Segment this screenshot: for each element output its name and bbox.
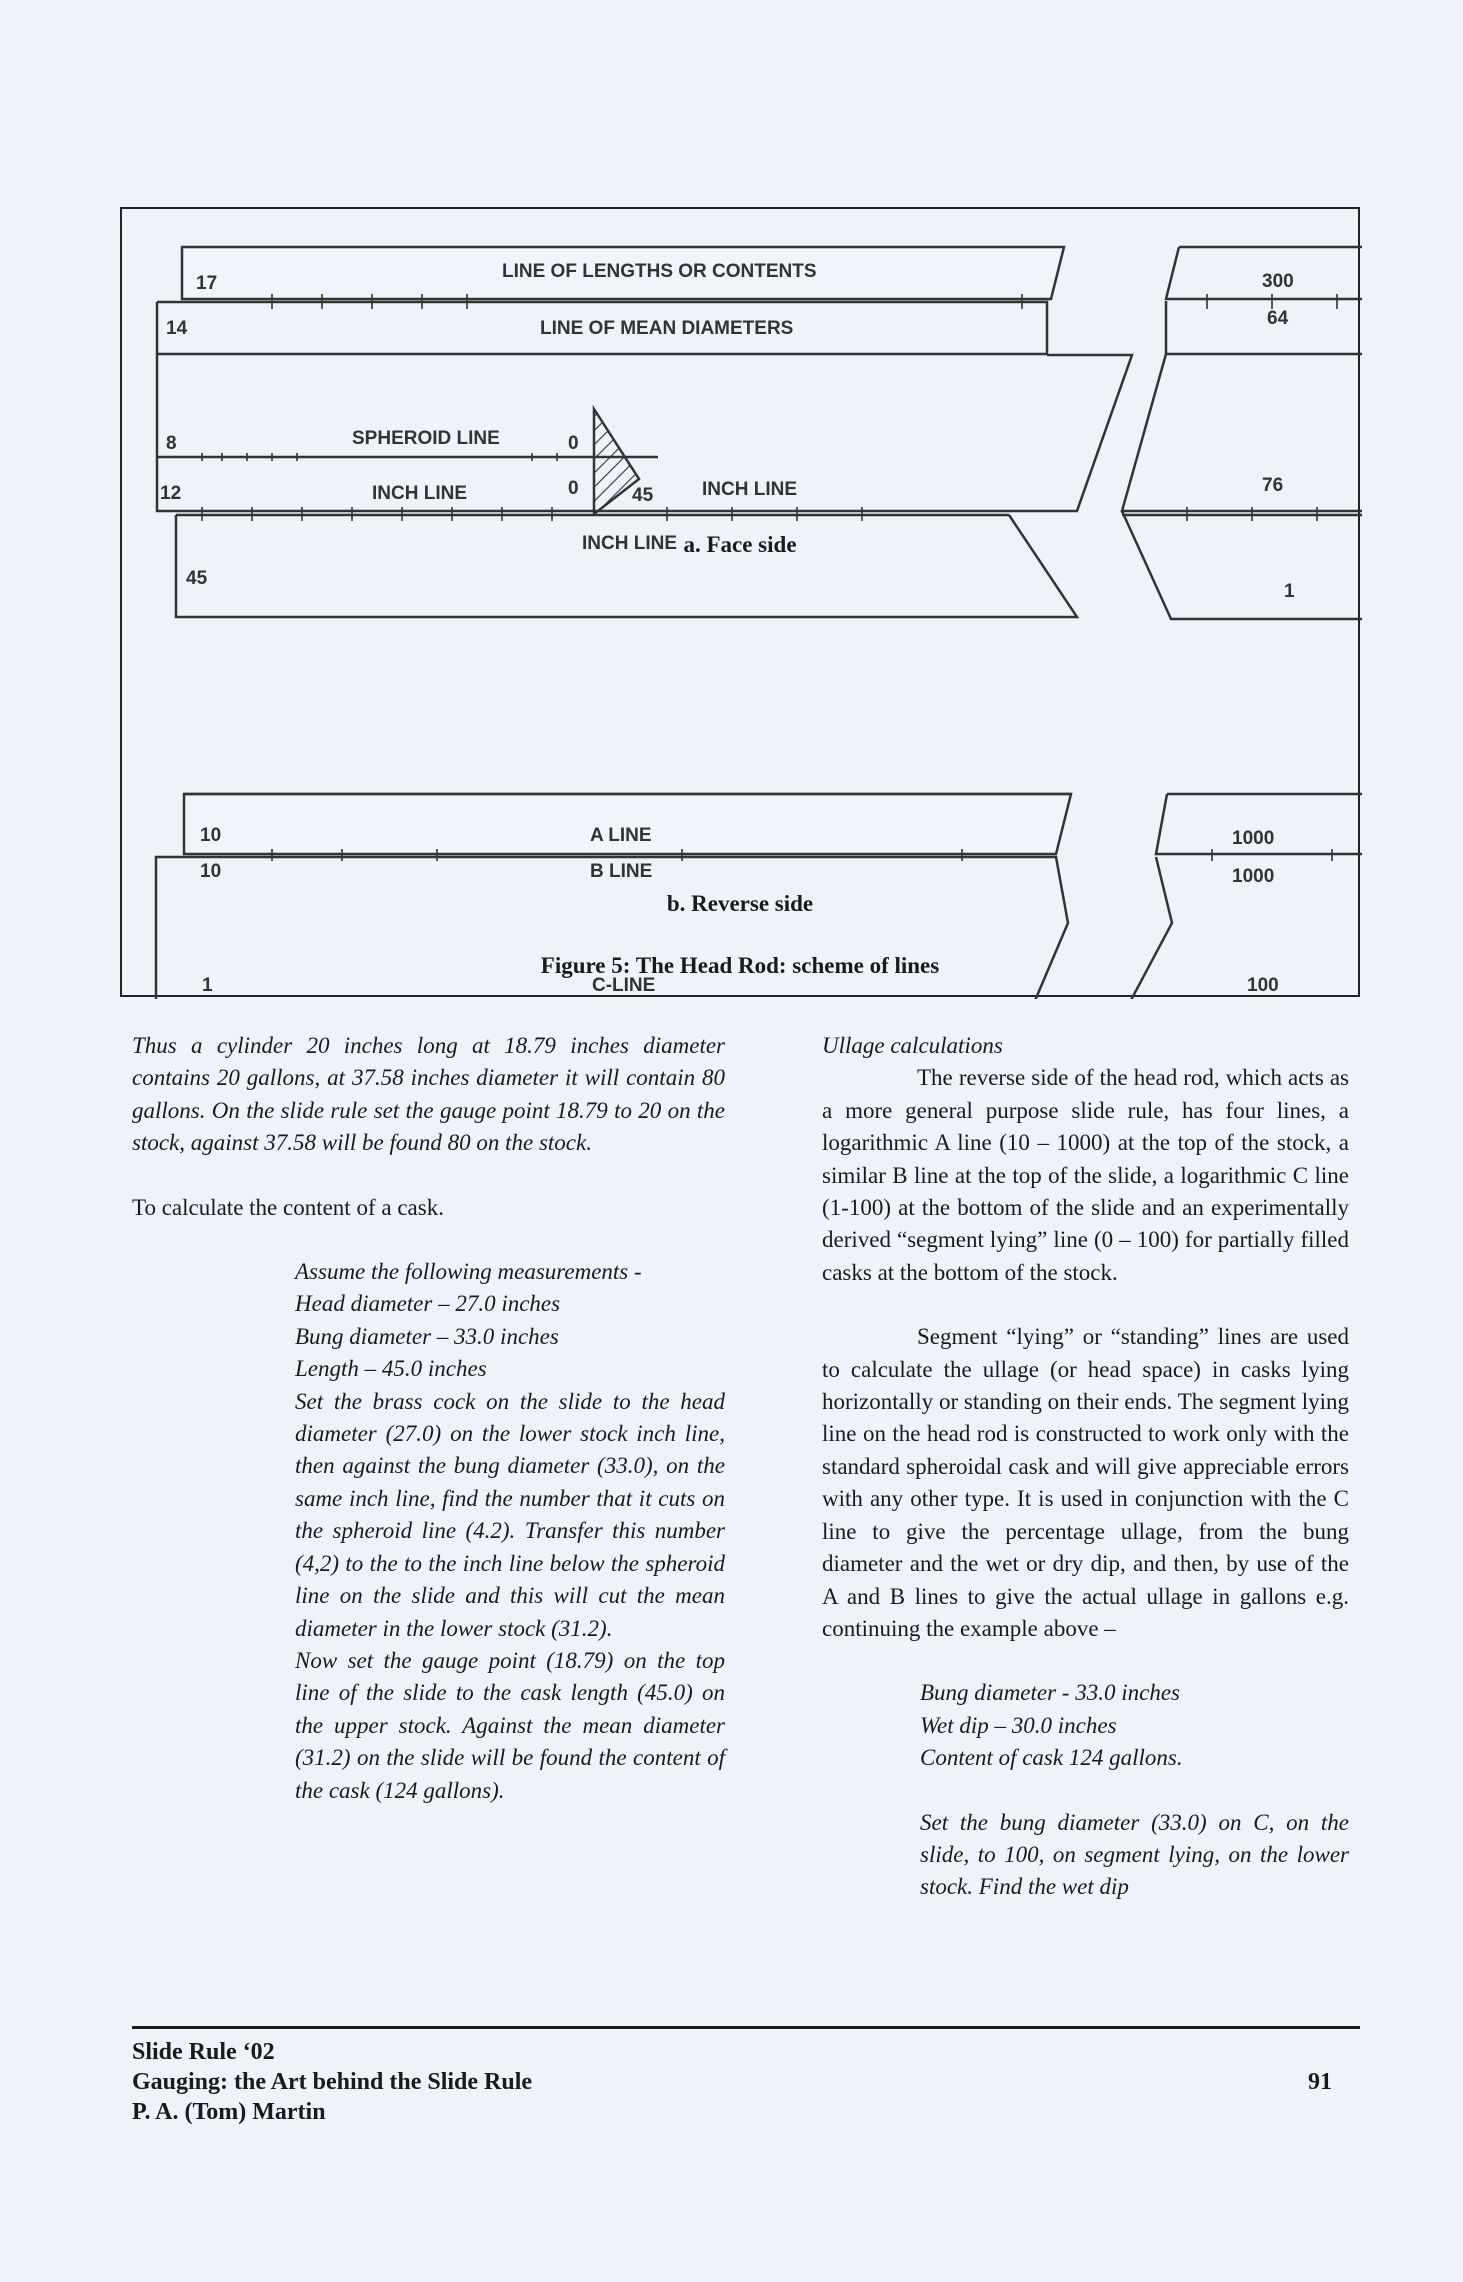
example-bung: Bung diameter - 33.0 inches xyxy=(920,1680,1180,1706)
value-14: 14 xyxy=(166,318,188,339)
label-line-of-mean-diameters: LINE OF MEAN DIAMETERS xyxy=(540,318,794,339)
label-line-of-lengths: LINE OF LENGTHS OR CONTENTS xyxy=(502,261,817,282)
value-0-spheroid: 0 xyxy=(568,433,579,454)
value-1: 1 xyxy=(1284,581,1295,602)
bung-diameter: Bung diameter – 33.0 inches xyxy=(295,1323,559,1349)
figure-head-rod xyxy=(120,207,1360,997)
value-1-c: 1 xyxy=(202,975,213,996)
calc-heading: To calculate the content of a cask. xyxy=(132,1194,444,1220)
label-c-line: C-LINE xyxy=(592,975,656,996)
caption-face-side: a. Face side xyxy=(683,532,797,557)
step-1: Set the brass cock on the slide to the head diameter (27.0) on the lower stock inch line, then against the bung diameter (33.0), on the same inch line, find the number that it cuts on the spheroid line (4.2). Transfer this number (4,2) to the to the inch line below the spheroid line on the slide and this will cut the mean diameter in the lower stock (31.2). xyxy=(295,1388,725,1641)
example-content: Content of cask 124 gallons. xyxy=(920,1745,1183,1771)
length: Length – 45.0 inches xyxy=(295,1356,487,1382)
value-10-a: 10 xyxy=(200,825,222,846)
value-0-inch: 0 xyxy=(568,478,579,499)
label-spheroid-line: SPHEROID LINE xyxy=(352,428,500,449)
value-1000-b: 1000 xyxy=(1232,866,1275,887)
right-column xyxy=(822,1030,1349,1904)
example-step: Set the bung diameter (33.0) on C, on the slide, to 100, on segment lying, on the lower stock. Find the wet dip xyxy=(920,1809,1349,1900)
left-column xyxy=(132,1030,725,1807)
footer-author: P. A. (Tom) Martin xyxy=(132,2099,326,2125)
footer-conference: Slide Rule ‘02 xyxy=(132,2039,275,2065)
footer-title: Gauging: the Art behind the Slide Rule xyxy=(132,2069,533,2095)
value-45-inch: 45 xyxy=(632,485,654,506)
step-2: Now set the gauge point (18.79) on the top line of the slide to the cask length (45.0) on the upper stock. Against the mean diameter (31.2) on the slide will be found the content of the cask (124 gallons). xyxy=(295,1647,725,1803)
page-footer xyxy=(132,2037,1360,2127)
label-a-line: A LINE xyxy=(590,825,652,846)
value-64: 64 xyxy=(1267,308,1289,329)
label-inch-line-lower: INCH LINE xyxy=(582,533,677,554)
head-rod-diagram xyxy=(122,209,1362,999)
ullage-paragraph-2: Segment “lying” or “standing” lines are used to calculate the ullage (or head space) in casks lying horizontally or standing on their ends. The segment lying line on the head rod is constructed to work only with the standard spheroidal cask and will give appreciable errors with any other type. It is used in conjunction with the C line to give the percentage ullage, from the bung diameter and the wet or dry dip, and then, by use of the A and B lines to give the actual ullage in gallons e.g. continuing the example above – xyxy=(822,1324,1349,1641)
value-1000-a: 1000 xyxy=(1232,828,1275,849)
ullage-paragraph-1: The reverse side of the head rod, which acts as a more general purpose slide rule, has four lines, a logarithmic A line (10 – 1000) at the top of the stock, a similar B line at the top of the slide, a logarithmic C line (1-100) at the bottom of the slide and an experimentally derived “segment lying” line (0 – 100) for partially filled casks at the bottom of the stock. xyxy=(822,1065,1349,1285)
value-76: 76 xyxy=(1262,475,1284,496)
label-inch-line-slide: INCH LINE xyxy=(372,483,467,504)
footer-divider xyxy=(132,2026,1360,2029)
value-12: 12 xyxy=(160,483,182,504)
example-paragraph: Thus a cylinder 20 inches long at 18.79 inches diameter contains 20 gallons, at 37.58 inches diameter it will contain 80 gallons. On the slide rule set the gauge point 18.79 to 20 on the stock, against 37.58 will be found 80 on the stock. xyxy=(132,1033,725,1156)
page-number: 91 xyxy=(1308,2069,1332,2095)
measurements-intro: Assume the following measurements - xyxy=(295,1259,642,1285)
head-diameter: Head diameter – 27.0 inches xyxy=(295,1291,561,1317)
value-100-c: 100 xyxy=(1247,975,1279,996)
example-wet-dip: Wet dip – 30.0 inches xyxy=(920,1712,1117,1738)
label-b-line: B LINE xyxy=(590,861,653,882)
value-10-b: 10 xyxy=(200,861,222,882)
label-inch-line-mid: INCH LINE xyxy=(702,479,797,500)
value-45-lower: 45 xyxy=(186,568,208,589)
value-8: 8 xyxy=(166,433,177,454)
value-300: 300 xyxy=(1262,271,1294,292)
ullage-heading: Ullage calculations xyxy=(822,1033,1003,1058)
caption-reverse-side: b. Reverse side xyxy=(666,891,814,916)
value-17: 17 xyxy=(196,273,218,294)
figure-title: Figure 5: The Head Rod: scheme of lines xyxy=(540,953,940,978)
